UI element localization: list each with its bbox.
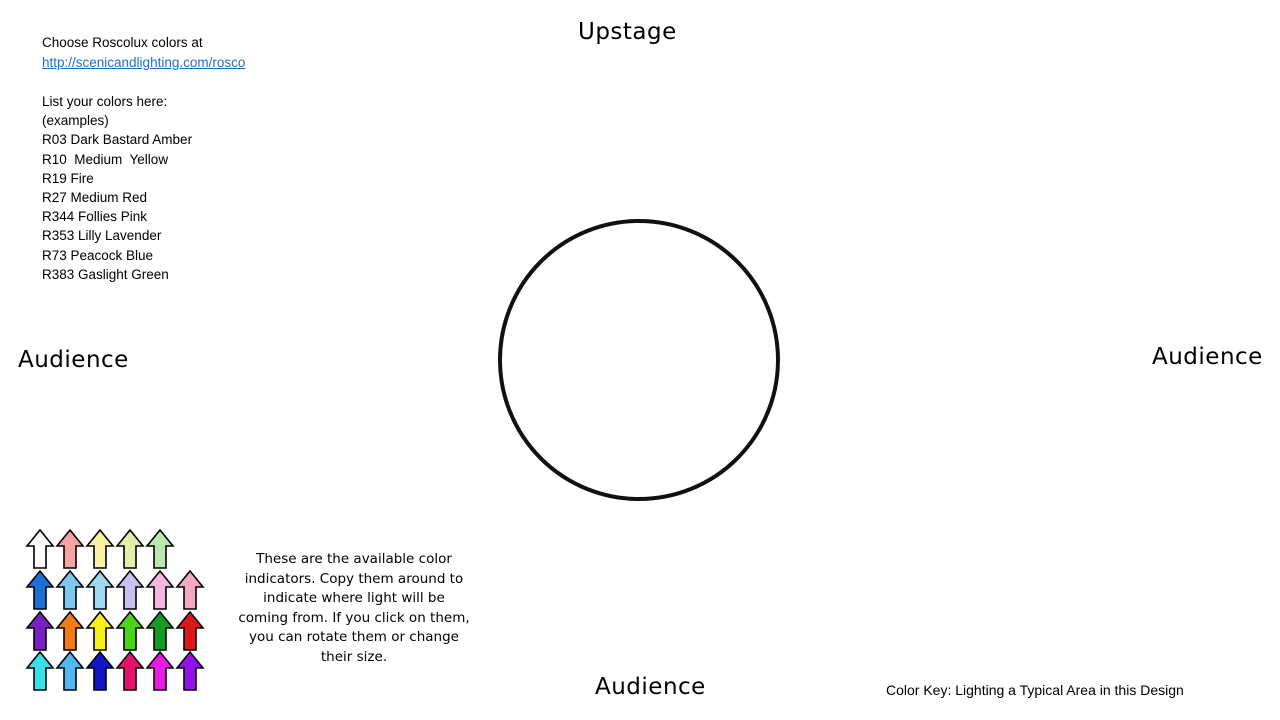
color-list-item: R344 Follies Pink bbox=[42, 209, 148, 225]
arrow-pale-green[interactable] bbox=[145, 528, 175, 570]
arrow-row-1 bbox=[25, 528, 210, 568]
arrow-purple[interactable] bbox=[25, 610, 55, 652]
arrow-yellow[interactable] bbox=[85, 610, 115, 652]
stage-area-circle[interactable] bbox=[498, 219, 780, 501]
arrow-red[interactable] bbox=[175, 610, 205, 652]
arrow-light-pink[interactable] bbox=[145, 569, 175, 611]
upstage-label: Upstage bbox=[578, 19, 677, 45]
audience-label-bottom: Audience bbox=[595, 674, 706, 700]
color-key-label: Color Key: Lighting a Typical Area in this Design bbox=[886, 682, 1184, 698]
arrow-magenta[interactable] bbox=[145, 650, 175, 692]
arrow-light-cyan[interactable] bbox=[85, 569, 115, 611]
arrow-light-blue[interactable] bbox=[55, 650, 85, 692]
color-list bbox=[42, 92, 362, 284]
roscolux-instructions bbox=[42, 33, 342, 72]
arrow-palette bbox=[25, 528, 210, 690]
color-list-item: R27 Medium Red bbox=[42, 190, 148, 206]
color-list-subheading: (examples) bbox=[42, 113, 109, 129]
arrow-white[interactable] bbox=[25, 528, 55, 570]
arrow-pale-yellow[interactable] bbox=[85, 528, 115, 570]
arrow-salmon-pink[interactable] bbox=[55, 528, 85, 570]
arrow-cyan[interactable] bbox=[25, 650, 55, 692]
arrow-lavender[interactable] bbox=[115, 569, 145, 611]
color-list-item: R03 Dark Bastard Amber bbox=[42, 132, 193, 148]
audience-label-right: Audience bbox=[1152, 344, 1263, 370]
audience-label-left: Audience bbox=[18, 347, 129, 373]
arrow-violet[interactable] bbox=[175, 650, 205, 692]
color-list-item: R353 Lilly Lavender bbox=[42, 228, 162, 244]
color-list-item: R10 Medium Yellow bbox=[42, 151, 169, 167]
arrow-row-2 bbox=[25, 569, 210, 609]
arrow-palette-caption: These are the available color indicators. Copy them around to indicate where light will be coming from. If you click on them, you can rotate them or change their size. bbox=[238, 551, 470, 665]
color-list-item: R383 Gaslight Green bbox=[42, 266, 169, 282]
arrow-pale-green-yellow[interactable] bbox=[115, 528, 145, 570]
arrow-sky-blue[interactable] bbox=[55, 569, 85, 611]
arrow-row-3 bbox=[25, 610, 210, 650]
arrow-green[interactable] bbox=[115, 610, 145, 652]
arrow-crimson[interactable] bbox=[115, 650, 145, 692]
roscolux-link[interactable]: http://scenicandlighting.com/rosco bbox=[42, 55, 246, 70]
color-list-item: R19 Fire bbox=[42, 170, 94, 186]
arrow-navy[interactable] bbox=[85, 650, 115, 692]
arrow-orange[interactable] bbox=[55, 610, 85, 652]
roscolux-instructions-text: Choose Roscolux colors at bbox=[42, 35, 203, 50]
arrow-blue[interactable] bbox=[25, 569, 55, 611]
color-list-heading: List your colors here: bbox=[42, 94, 168, 109]
arrow-dark-green[interactable] bbox=[145, 610, 175, 652]
arrow-pink[interactable] bbox=[175, 569, 205, 611]
arrow-row-4 bbox=[25, 650, 210, 690]
color-list-item: R73 Peacock Blue bbox=[42, 247, 154, 263]
